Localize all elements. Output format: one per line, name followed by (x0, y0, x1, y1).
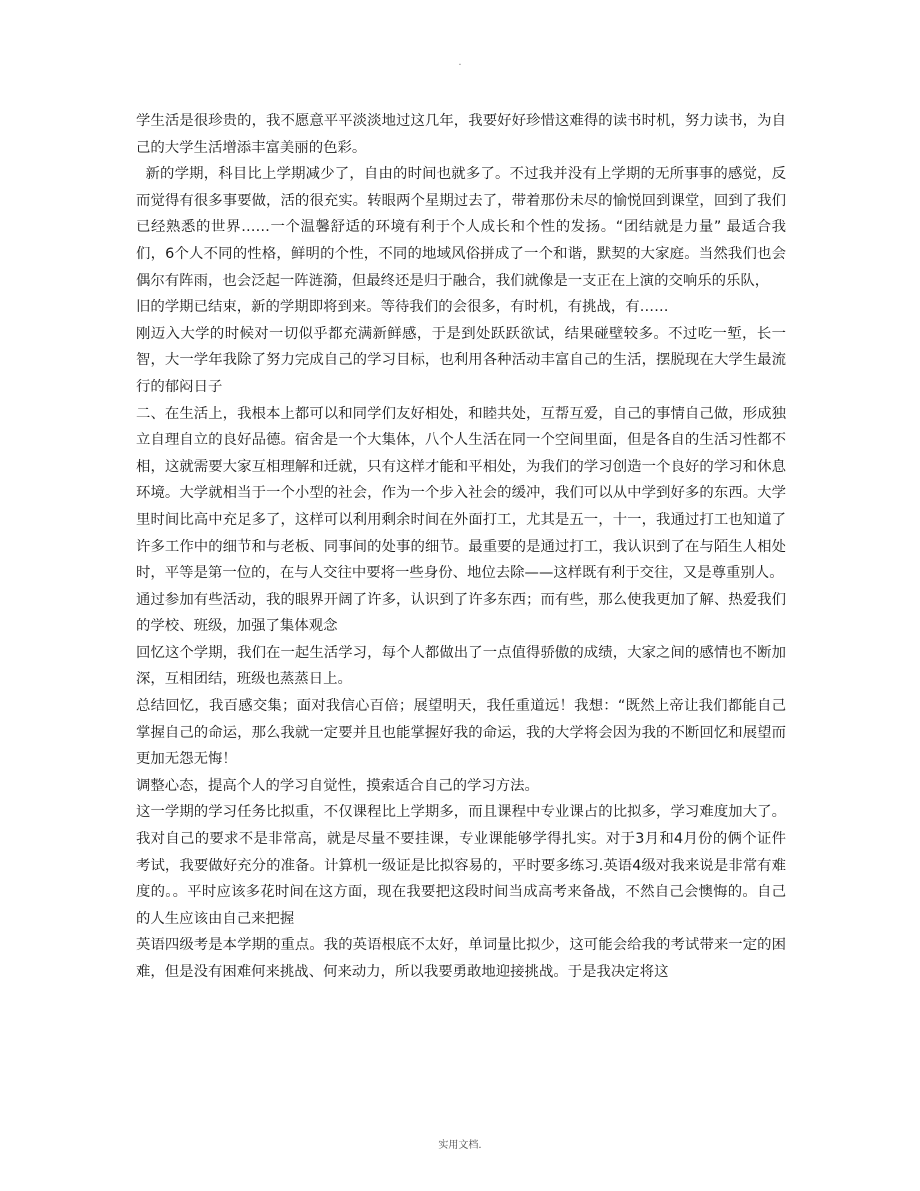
paragraph: 二、在生活上，我根本上都可以和同学们友好相处，和睦共处，互帮互爱，自己的事情自己做，形成独立自理自立的良好品德。宿舍是一个大集体，八个人生活在同一个空间里面，但是各自的生活习性都不相，这就需要大家互相理解和迁就，只有这样才能和平相处，为我们的学习创造一个良好的学习和休息环境。大学就相当于一个小型的社会，作为一个步入社会的缓冲，我们可以从中学到好多的东西。大学里时间比高中充足多了，这样可以利用剩余时间在外面打工，尤其是五一，十一，我通过打工也知道了许多工作中的细节和与老板、同事间的处事的细节。最重要的是通过打工，我认识到了在与陌生人相处时，平等是第一位的，在与人交往中要将一些身份、地位去除——这样既有利于交往，又是尊重别人。 (136, 405, 786, 582)
document-body (136, 108, 786, 986)
paragraph: 刚迈入大学的时候对一切似乎都充满新鲜感，于是到处跃跃欲试，结果碰壁较多。不过吃一堑，长一智，大一学年我除了努力完成自己的学习目标，也利用各种活动丰富自己的生活，摆脱现在大学生最流行的郁闷日子 (136, 325, 786, 395)
paragraph: 学生活是很珍贵的，我不愿意平平淡淡地过这几年，我要好好珍惜这难得的读书时机，努力读书，为自己的大学生活增添丰富美丽的色彩。 (136, 113, 786, 156)
paragraph: 回忆这个学期，我们在一起生活学习，每个人都做出了一点值得骄傲的成绩，大家之间的感情也不断加深，互相团结，班级也蒸蒸日上。 (136, 644, 786, 688)
paragraph: 旧的学期已结束，新的学期即将到来。等待我们的会很多，有时机，有挑战，有…… (136, 299, 669, 316)
paragraph: 这一学期的学习任务比拟重，不仅课程比上学期多，而且课程中专业课占的比拟多，学习难度加大了。我对自己的要求不是非常高，就是尽量不要挂课，专业课能够学得扎实。对于3月和4月份的俩个证件考试，我要做好充分的准备。计算机一级证是比拟容易的，平时要多练习.英语4级对我来说是非常有难度的。。平时应该多花时间在这方面，现在我要把这段时间当成高考来备战，不然自己会懊悔的。自己的人生应该由自己来把握 (136, 804, 786, 927)
paragraph: 英语四级考是本学期的重点。我的英语根底不太好，单词量比拟少，这可能会给我的考试带来一定的困难，但是没有困难何来挑战、何来动力，所以我要勇敢地迎接挑战。于是我决定将这 (136, 937, 786, 980)
paragraph: 调整心态，提高个人的学习自觉性，摸索适合自己的学习方法。 (136, 777, 539, 794)
paragraph: 总结回忆，我百感交集；面对我信心百倍；展望明天，我任重道远！我想：“既然上帝让我们都能自己掌握自己的命运，那么我就一定要并且也能掌握好我的命运，我的大学将会因为我的不断回忆和展望而更加无怨无悔！ (136, 698, 786, 768)
paragraph: 新的学期，科目比上学期减少了，自由的时间也就多了。不过我并没有上学期的无所事事的感觉，反而觉得有很多事要做，活的很充实。转眼两个星期过去了，带着那份未尽的愉悦回到课堂，回到了我们已经熟悉的世界……一个温馨舒适的环境有利于个人成长和个性的发扬。“团结就是力量” 最适合我们，6个人不同的性格，鲜明的个性，不同的地域风俗拼成了一个和谐，默契的大家庭。当然我们也会偶尔有阵雨，也会泛起一阵涟漪，但最终还是归于融合，我们就像是一支正在上演的交响乐的乐队， (136, 166, 786, 289)
header-mark: . (458, 57, 462, 68)
page-footer: 实用文档. (438, 1140, 482, 1151)
paragraph: 通过参加有些活动，我的眼界开阔了许多，认识到了许多东西；而有些，那么使我更加了解、热爱我们的学校、班级，加强了集体观念 (136, 591, 786, 635)
